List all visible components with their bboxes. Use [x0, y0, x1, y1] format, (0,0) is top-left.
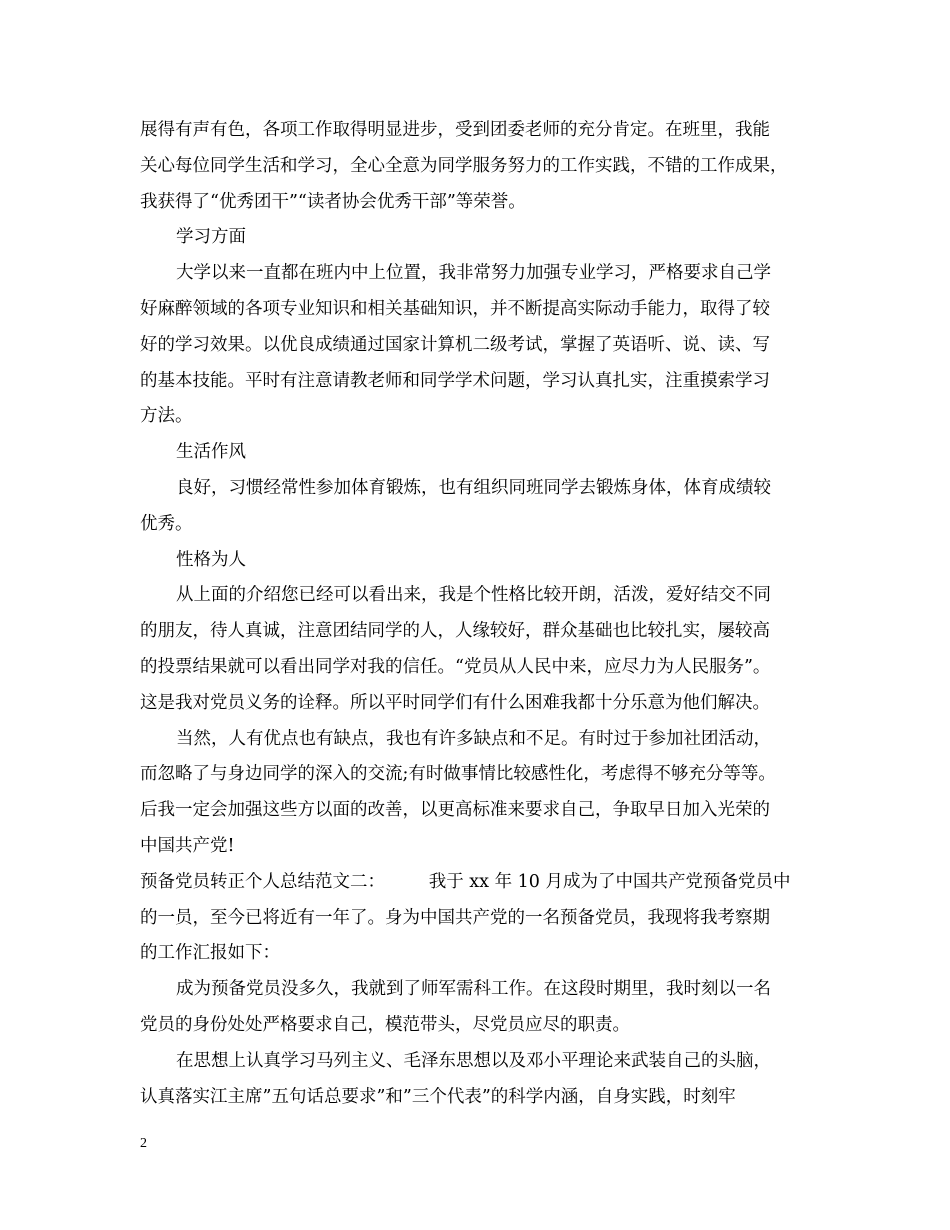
text-line: 良好，习惯经常性参加体育锻炼，也有组织同班同学去锻炼身体，体育成绩较 — [176, 477, 771, 498]
text-line: 后我一定会加强这些方以面的改善，以更高标准来要求自己，争取早日加入光荣的 — [140, 800, 770, 821]
text-line: 好麻醉领域的各项专业知识和相关基础知识，并不断提高实际动手能力，取得了较 — [140, 298, 770, 319]
text-line: 生活作风 — [176, 442, 246, 463]
text-line: 的一员，至今已将近有一年了。身为中国共产党的一名预备党员，我现将我考察期 — [140, 907, 770, 928]
text-line: 这是我对党员义务的诠释。所以平时同学们有什么困难我都十分乐意为他们解决。 — [140, 692, 770, 713]
text-line: 预备党员转正个人总结范文二： 我于 xx 年 10 月成为了中国共产党预备党员中 — [140, 871, 791, 892]
text-line: 在思想上认真学习马列主义、毛泽东思想以及邓小平理论来武装自己的头脑， — [176, 1050, 771, 1071]
text-line: 性格为人 — [176, 549, 246, 570]
text-line: 展得有声有色，各项工作取得明显进步，受到团委老师的充分肯定。在班里，我能 — [140, 120, 770, 140]
text-line: 党员的身份处处严格要求自己，模范带头，尽党员应尽的职责。 — [140, 1014, 630, 1035]
document-body — [140, 113, 830, 1115]
text-line: 的投票结果就可以看出同学对我的信任。“党员从人民中来，应尽力为人民服务”。 — [140, 656, 771, 677]
text-line: 成为预备党员没多久，我就到了师军需科工作。在这段时期里，我时刻以一名 — [176, 979, 771, 1000]
text-line: 的朋友，待人真诚，注意团结同学的人，人缘较好，群众基础也比较扎实，屡较高 — [140, 621, 770, 642]
text-line: 的基本技能。平时有注意请教老师和同学学术问题，学习认真扎实，注重摸索学习 — [140, 370, 770, 391]
text-line: 大学以来一直都在班内中上位置，我非常努力加强专业学习，严格要求自己学 — [176, 263, 771, 284]
text-line: 中国共产党! — [140, 835, 235, 856]
text-line: 的工作汇报如下： — [140, 943, 280, 964]
text-line: 学习方面 — [176, 227, 246, 248]
text-line: 方法。 — [140, 406, 193, 427]
text-line: 而忽略了与身边同学的深入的交流;有时做事情比较感性化，考虑得不够充分等等。 — [140, 764, 776, 785]
text-line: 当然，人有优点也有缺点，我也有许多缺点和不足。有时过于参加社团活动， — [176, 728, 771, 749]
text-line: 从上面的介绍您已经可以看出来，我是个性格比较开朗，活泼，爱好结交不同 — [176, 585, 771, 606]
text-line: 好的学习效果。以优良成绩通过国家计算机二级考试，掌握了英语听、说、读、写 — [140, 334, 770, 355]
text-line: 优秀。 — [140, 513, 193, 534]
text-line: 关心每位同学生活和学习，全心全意为同学服务努力的工作实践，不错的工作成果， — [140, 155, 788, 176]
text-line: 认真落实江主席”五句话总要求”和”三个代表”的科学内涵，自身实践，时刻牢 — [140, 1086, 736, 1107]
text-line: 我获得了“优秀团干”“读者协会优秀干部”等荣誉。 — [140, 191, 526, 212]
page-number: 2 — [140, 1136, 147, 1151]
